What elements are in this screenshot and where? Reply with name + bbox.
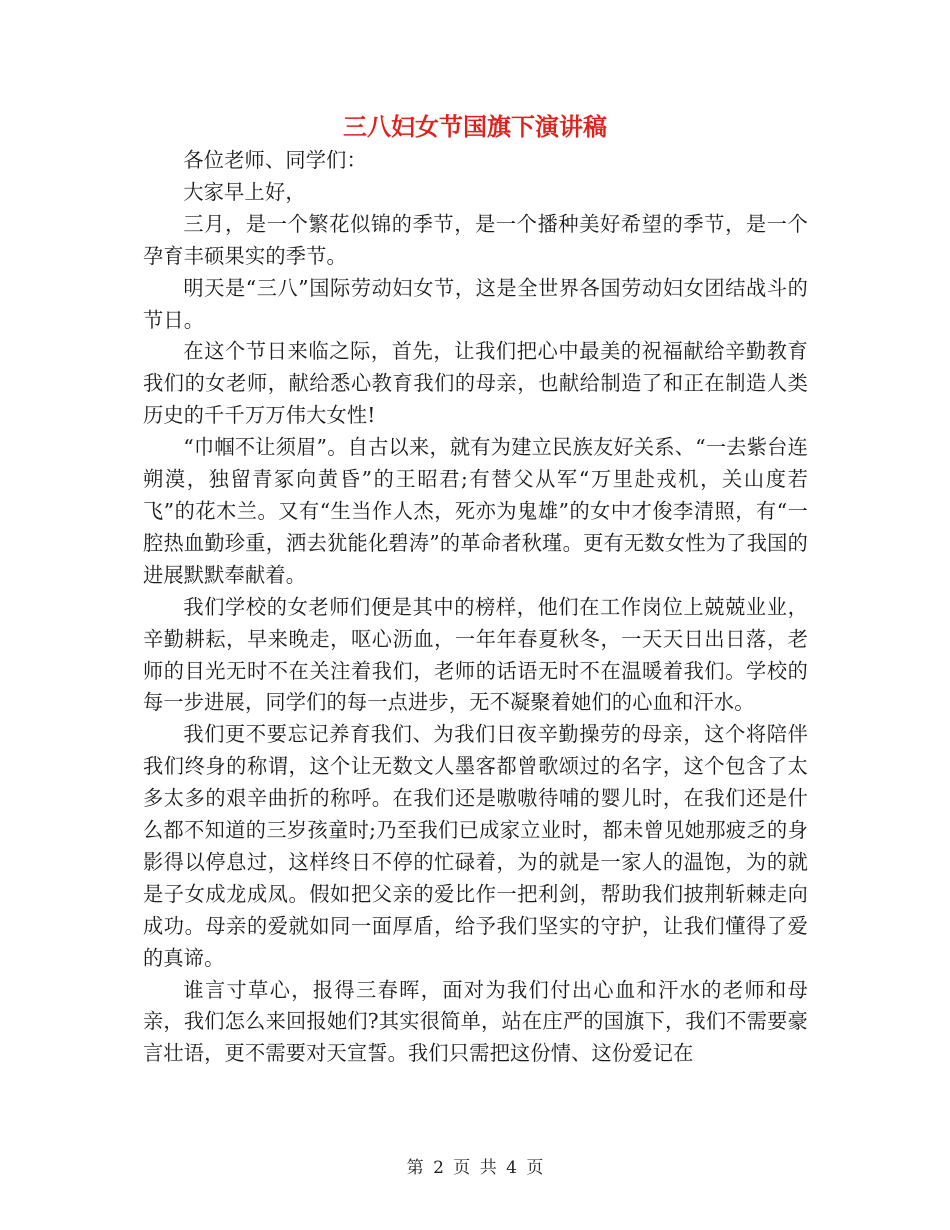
paragraph-greeting: 各位老师、同学们： bbox=[183, 148, 367, 172]
document-title: 三八妇女节国旗下演讲稿 bbox=[343, 113, 607, 141]
paragraph-heroines: “巾帼不让须眉”。自古以来，就有为建立民族友好关系、“一去紫台连朔漠，独留青冢向黄昏”的王昭君;有替父从军“万里赴戎机，关山度若飞”的花木兰。又有“生当作人杰，死亦为鬼雄”的女中才俊李清照，有“一腔热血勤珍重，洒去犹能化碧涛”的革命者秋瑾。更有无数女性为了我国的进展默默奉献着。 bbox=[143, 435, 808, 587]
paragraph-march: 三月，是一个繁花似锦的季节，是一个播种美好希望的季节，是一个孕育丰硕果实的季节。 bbox=[143, 211, 808, 268]
paragraph-teachers: 我们学校的女老师们便是其中的榜样，他们在工作岗位上兢兢业业，辛勤耕耘，早来晚走，呕心沥血，一年年春夏秋冬，一天天日出日落，老师的目光无时不在关注着我们，老师的话语无时不在温暖着我们。学校的每一步进展，同学们的每一点进步，无不凝聚着她们的心血和汗水。 bbox=[143, 594, 808, 715]
paragraph-morning: 大家早上好， bbox=[183, 179, 306, 204]
paragraph-womens-day: 明天是“三八”国际劳动妇女节，这是全世界各国劳动妇女团结战斗的节日。 bbox=[143, 275, 808, 332]
page-footer: 第 2 页 共 4 页 bbox=[406, 1158, 544, 1178]
document-body bbox=[143, 145, 808, 1070]
paragraph-gratitude: 谁言寸草心，报得三春晖，面对为我们付出心血和汗水的老师和母亲，我们怎么来回报她们?其实很简单，站在庄严的国旗下，我们不需要豪言壮语，更不需要对天宣誓。我们只需把这份情、这份爱记在 bbox=[143, 977, 808, 1066]
paragraph-mothers: 我们更不要忘记养育我们、为我们日夜辛勤操劳的母亲，这个将陪伴我们终身的称谓，这个让无数文人墨客都曾歌颂过的名字，这个包含了太多太多的艰辛曲折的称呼。在我们还是嗷嗷待哺的婴儿时，在我们还是什么都不知道的三岁孩童时;乃至我们已成家立业时，都未曾见她那疲乏的身影得以停息过，这样终日不停的忙碌着，为的就是一家人的温饱，为的就是子女成龙成凤。假如把父亲的爱比作一把利剑，帮助我们披荆斩棘走向成功。母亲的爱就如同一面厚盾，给予我们坚实的守护，让我们懂得了爱的真谛。 bbox=[143, 722, 808, 970]
paragraph-blessing: 在这个节日来临之际，首先，让我们把心中最美的祝福献给辛勤教育我们的女老师，献给悉心教育我们的母亲，也献给制造了和正在制造人类历史的千千万万伟大女性! bbox=[143, 339, 808, 428]
